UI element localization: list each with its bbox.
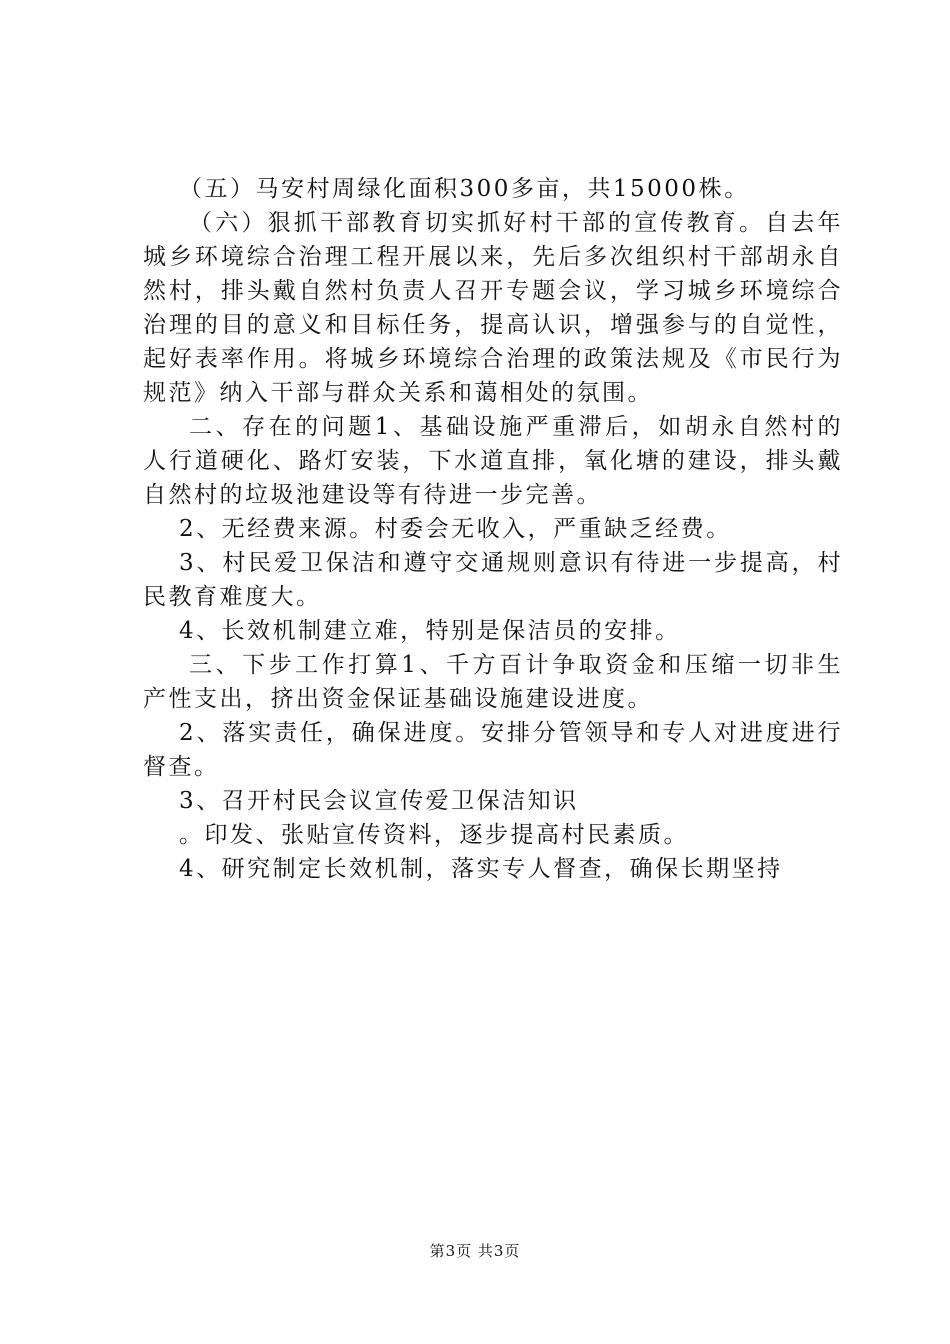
paragraph-cadre-education: （六）狠抓干部教育切实抓好村干部的宣传教育。自去年城乡环境综合治理工程开展以来，先后多次组织村干部胡永自然村，排头戴自然村负责人召开专题会议，学习城乡环境综合治理的目的意义和目标任务，提高认识，增强参与的自觉性，起好表率作用。将城乡环境综合治理的政策法规及《市民行为规范》纳入干部与群众关系和蔼相处的氛围。	[143, 210, 843, 406]
paragraph-step-meeting: 3、召开村民会议宣传爱卫保洁知识	[179, 788, 579, 814]
paragraph-step-long-term: 4、研究制定长效机制，落实专人督查，确保长期坚持	[179, 856, 783, 882]
paragraph-greening: （五）马安村周绿化面积300多亩，共15000株。	[179, 176, 750, 202]
paragraph-problem-mechanism: 4、长效机制建立难，特别是保洁员的安排。	[179, 618, 681, 644]
paragraph-step-materials: 。印发、张贴宣传资料，逐步提高村民素质。	[179, 822, 689, 848]
paragraph-problems-heading: 二、存在的问题1、基础设施严重滞后，如胡永自然村的人行道硬化、路灯安装，下水道直排，氧化塘的建设，排头戴自然村的垃圾池建设等有待进一步完善。	[143, 414, 843, 508]
page-number-footer: 第3页 共3页	[429, 1242, 521, 1260]
paragraph-problem-funding: 2、无经费来源。村委会无收入，严重缺乏经费。	[179, 516, 732, 542]
paragraph-next-steps-heading: 三、下步工作打算1、千方百计争取资金和压缩一切非生产性支出，挤出资金保证基础设施建设进度。	[143, 652, 843, 712]
paragraph-step-responsibility: 2、落实责任，确保进度。安排分管领导和专人对进度进行督查。	[143, 720, 843, 780]
document-body	[143, 172, 843, 886]
paragraph-problem-awareness: 3、村民爱卫保洁和遵守交通规则意识有待进一步提高，村民教育难度大。	[143, 550, 843, 610]
